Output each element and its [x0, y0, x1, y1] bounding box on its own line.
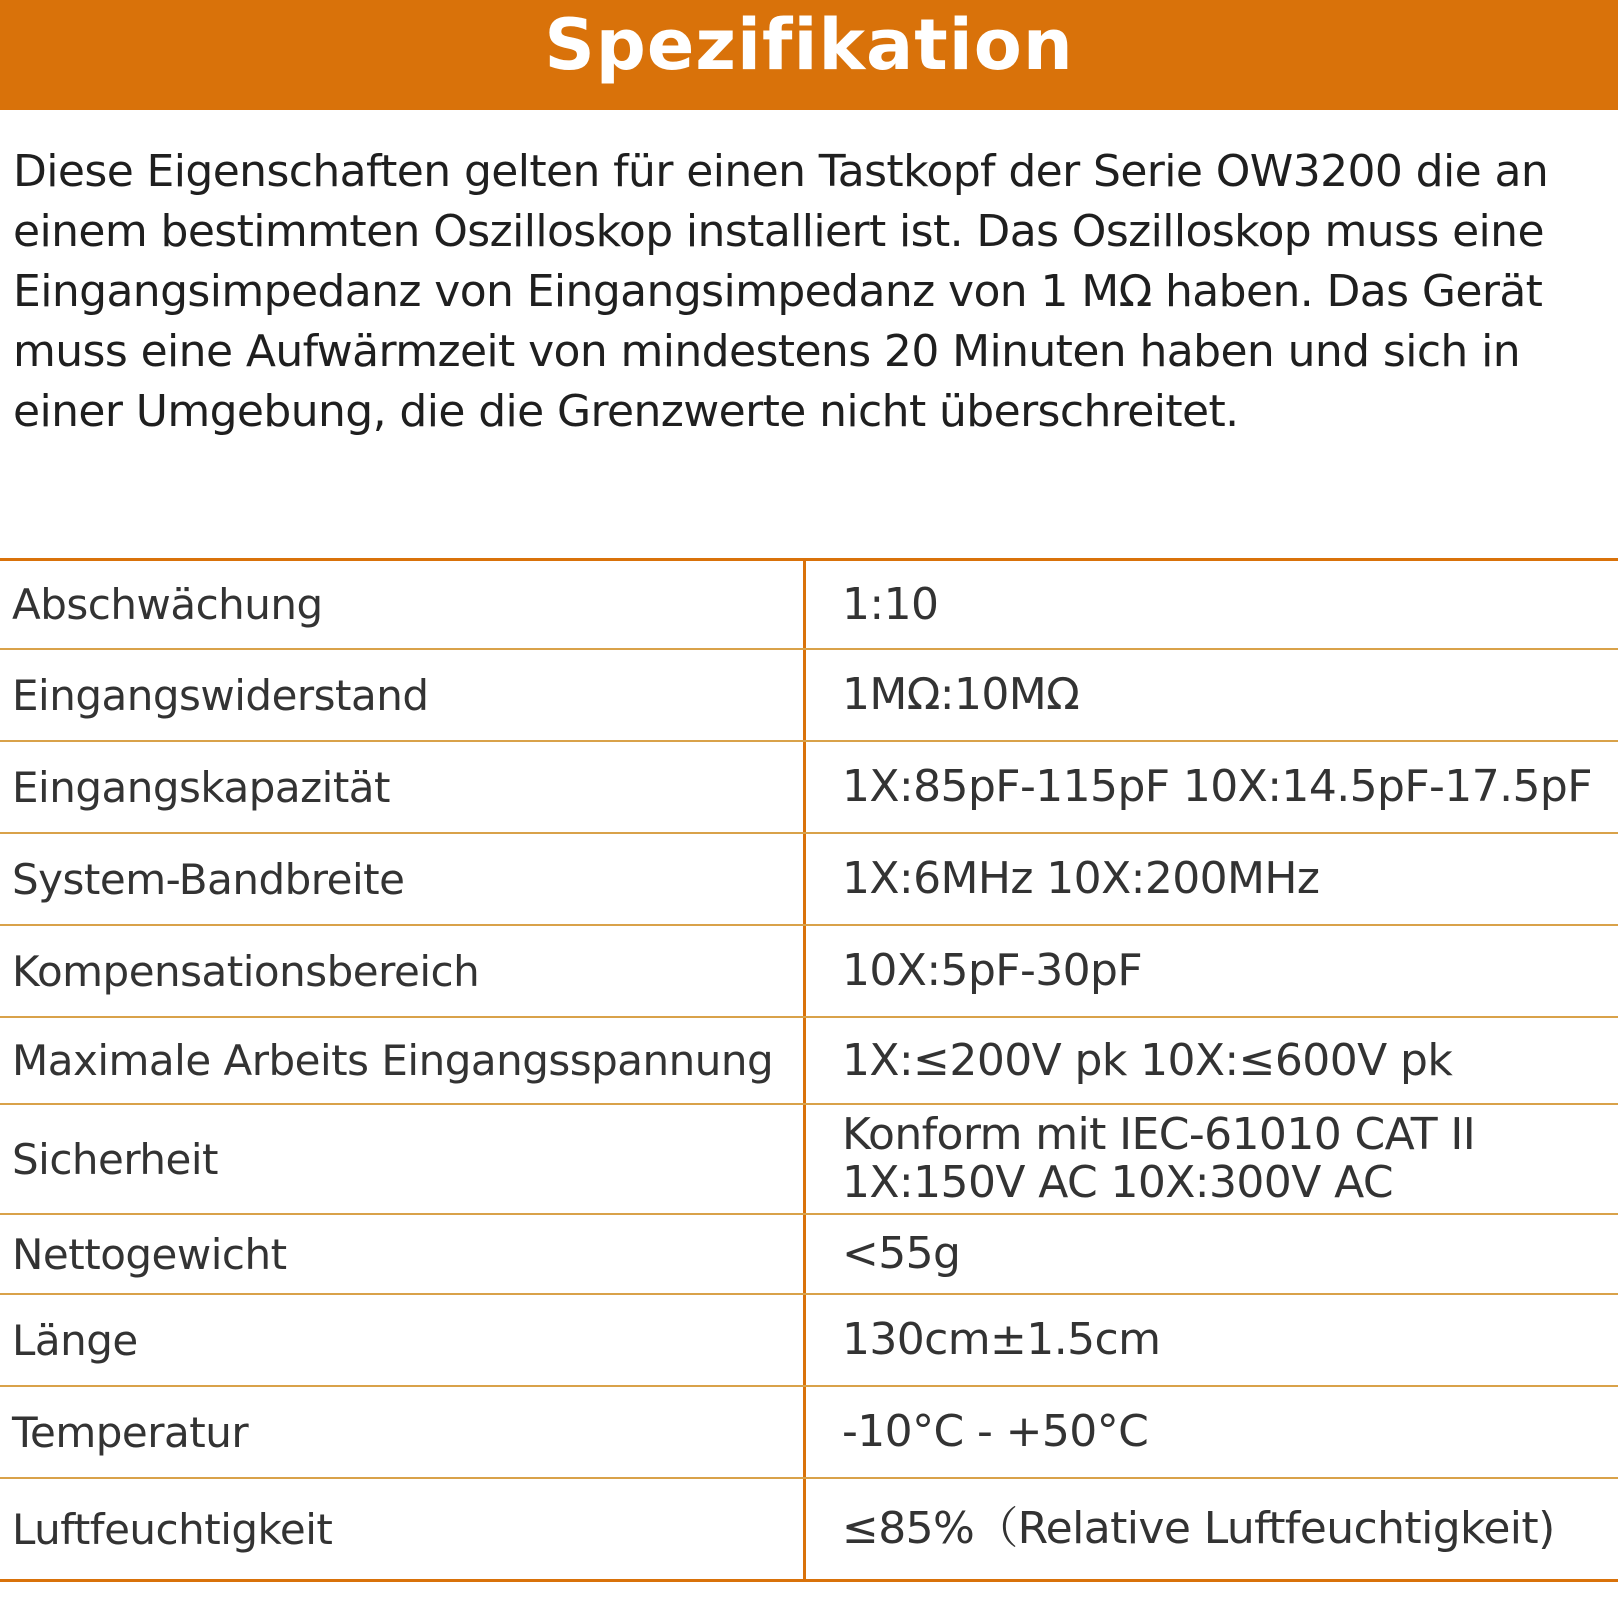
page-title: Spezifikation — [544, 4, 1074, 86]
header-bar — [0, 0, 1618, 110]
spec-value: <55g — [842, 1228, 961, 1279]
spec-value: 1X:≤200V pk 10X:≤600V pk — [842, 1034, 1453, 1086]
spec-row-abschwaechung — [0, 561, 1618, 650]
spec-row-system-bandbreite — [0, 834, 1618, 926]
spec-row-laenge — [0, 1295, 1618, 1387]
spec-value: Konform mit IEC-61010 CAT II 1X:150V AC 10X:300V AC — [842, 1109, 1476, 1208]
spec-label: System-Bandbreite — [0, 834, 806, 924]
spec-label: Länge — [0, 1295, 806, 1385]
spec-row-maximale-eingangsspannung — [0, 1018, 1618, 1105]
spec-label: Abschwächung — [0, 561, 806, 648]
spec-row-temperatur — [0, 1387, 1618, 1479]
spec-label: Luftfeuchtigkeit — [0, 1479, 806, 1579]
spec-value: 1:10 — [842, 578, 939, 630]
spec-value: 1X:85pF-115pF 10X:14.5pF-17.5pF — [842, 761, 1592, 812]
spec-label: Temperatur — [0, 1387, 806, 1477]
spec-label: Maximale Arbeits Eingangsspannung — [0, 1018, 806, 1103]
spec-row-eingangskapazitaet — [0, 742, 1618, 834]
spec-row-kompensationsbereich — [0, 926, 1618, 1018]
spec-value: 10X:5pF-30pF — [842, 945, 1143, 996]
spec-table — [0, 558, 1618, 1582]
spec-label: Eingangswiderstand — [0, 650, 806, 740]
spec-label: Eingangskapazität — [0, 742, 806, 832]
spec-label: Sicherheit — [0, 1105, 806, 1213]
spec-label: Kompensationsbereich — [0, 926, 806, 1016]
spec-row-sicherheit — [0, 1105, 1618, 1215]
spec-row-luftfeuchtigkeit — [0, 1479, 1618, 1579]
spec-row-nettogewicht — [0, 1215, 1618, 1295]
spec-value: 1MΩ:10MΩ — [842, 669, 1080, 720]
spec-value: -10°C - +50°C — [842, 1406, 1149, 1457]
spec-label: Nettogewicht — [0, 1215, 806, 1293]
spec-row-eingangswiderstand — [0, 650, 1618, 742]
intro-paragraph: Diese Eigenschaften gelten für einen Tastkopf der Serie OW3200 die an einem bestimmten Oszilloskop installiert ist. Das Oszilloskop muss eine Eingangsimpedanz von Eingangsimpedanz von 1 MΩ haben. Das Gerät muss eine Aufwärmzeit von mindestens 20 Minuten haben und sich in einer Umgebung, die die Grenzwerte nicht überschreitet. — [13, 146, 1549, 437]
spec-value: 130cm±1.5cm — [842, 1314, 1161, 1365]
spec-value: ≤85%（Relative Luftfeuchtigkeit) — [842, 1503, 1555, 1554]
spec-value: 1X:6MHz 10X:200MHz — [842, 853, 1320, 904]
